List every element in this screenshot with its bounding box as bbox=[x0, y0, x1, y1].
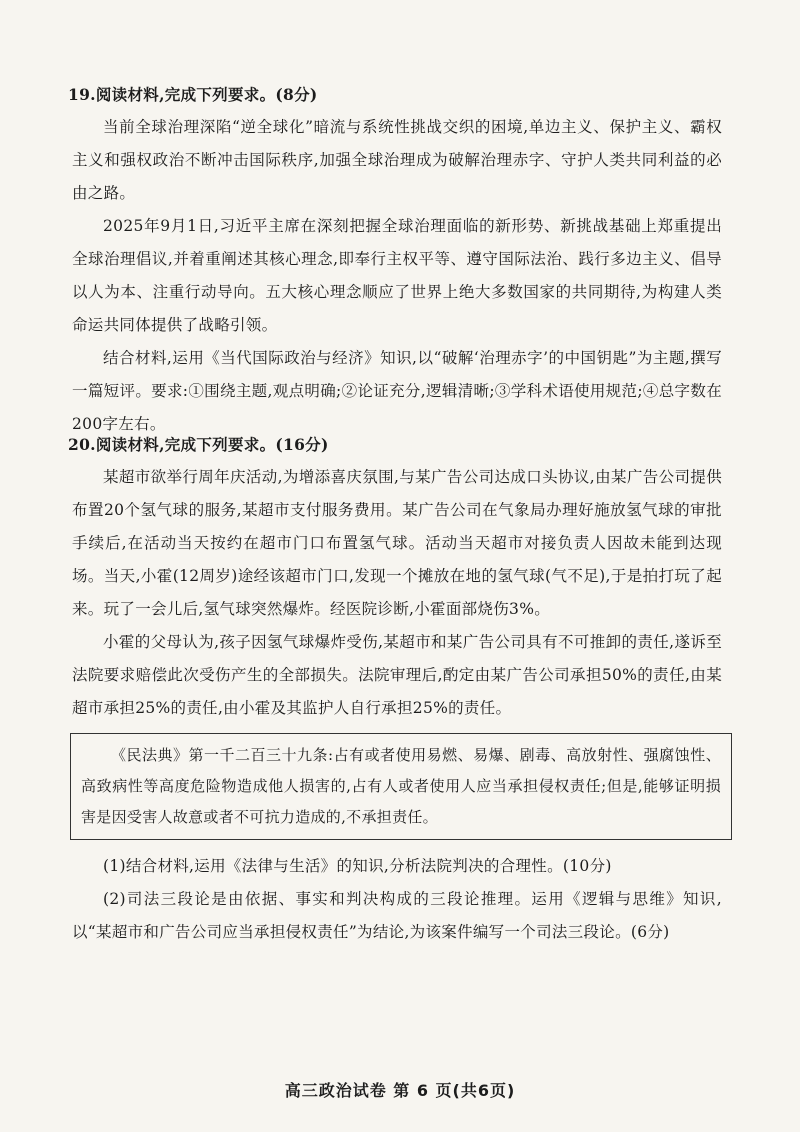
q19-paragraph-2: 2025年9月1日,习近平主席在深刻把握全球治理面临的新形势、新挑战基础上郑重提出全球治理倡议,并着重阐述其核心理念,即奉行主权平等、遵守国际法治、践行多边主义、倡导以人为本、注重行动导向。五大核心理念顺应了世界上绝大多数国家的共同期待,为构建人类命运共同体提供了战略引领。 bbox=[72, 217, 722, 334]
q20-subquestion-1: (1)结合材料,运用《法律与生活》的知识,分析法院判决的合理性。(10分) bbox=[103, 857, 612, 875]
question-19-title: 19.阅读材料,完成下列要求。(8分) bbox=[68, 85, 318, 104]
question-20-title: 20.阅读材料,完成下列要求。(16分) bbox=[68, 435, 329, 454]
q20-subquestion-2: (2)司法三段论是由依据、事实和判决构成的三段论推理。运用《逻辑与思维》知识,以“某超市和广告公司应当承担侵权责任”为结论,为该案件编写一个司法三段论。(6分) bbox=[72, 890, 722, 941]
page-footer: 高三政治试卷 第 6 页(共6页) bbox=[284, 1081, 516, 1100]
civil-code-text: 《民法典》第一千二百三十九条:占有或者使用易燃、易爆、剧毒、高放射性、强腐蚀性、高致病性等高度危险物造成他人损害的,占有人或者使用人应当承担侵权责任;但是,能够证明损害是因受害人故意或者不可抗力造成的,不承担责任。 bbox=[81, 746, 721, 826]
q19-paragraph-3: 结合材料,运用《当代国际政治与经济》知识,以“破解‘治理赤字’的中国钥匙”为主题,撰写一篇短评。要求:①围绕主题,观点明确;②论证充分,逻辑清晰;③学科术语使用规范;④总字数在200字左右。 bbox=[72, 349, 722, 433]
q19-paragraph-1: 当前全球治理深陷“逆全球化”暗流与系统性挑战交织的困境,单边主义、保护主义、霸权主义和强权政治不断冲击国际秩序,加强全球治理成为破解治理赤字、守护人类共同利益的必由之路。 bbox=[72, 118, 722, 202]
question-20 bbox=[68, 428, 722, 949]
civil-code-box bbox=[70, 733, 732, 840]
q20-paragraph-1: 某超市欲举行周年庆活动,为增添喜庆氛围,与某广告公司达成口头协议,由某广告公司提供布置20个氢气球的服务,某超市支付服务费用。某广告公司在气象局办理好施放氢气球的审批手续后,在活动当天按约在超市门口布置氢气球。活动当天超市对接负责人因故未能到达现场。当天,小霍(12周岁)途经该超市门口,发现一个摊放在地的氢气球(气不足),于是拍打玩了起来。玩了一会儿后,氢气球突然爆炸。经医院诊断,小霍面部烧伤3%。 bbox=[72, 468, 722, 618]
question-19 bbox=[68, 78, 722, 441]
q20-paragraph-2: 小霍的父母认为,孩子因氢气球爆炸受伤,某超市和某广告公司具有不可推卸的责任,遂诉至法院要求赔偿此次受伤产生的全部损失。法院审理后,酌定由某广告公司承担50%的责任,由某超市承担25%的责任,由小霍及其监护人自行承担25%的责任。 bbox=[72, 633, 722, 717]
